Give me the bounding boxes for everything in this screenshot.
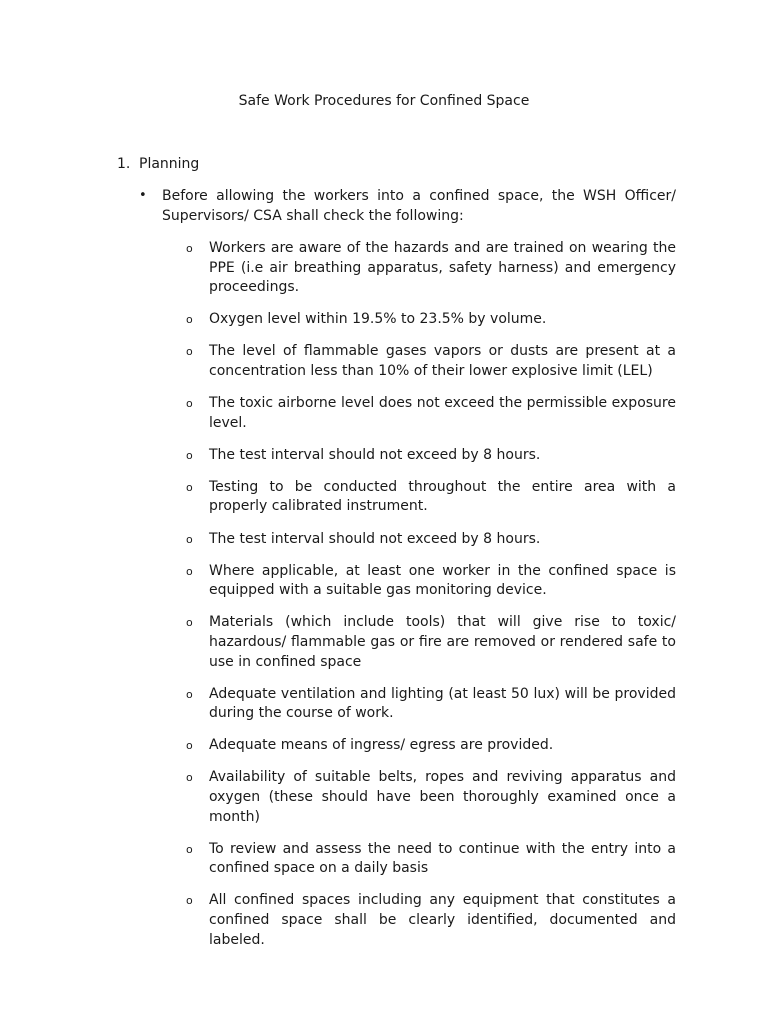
- list-item: [186, 342, 676, 381]
- list-item-text: The test interval should not exceed by 8 hours.: [209, 530, 541, 547]
- list-marker: o: [186, 397, 193, 411]
- list-item: [186, 562, 676, 601]
- list-marker: o: [186, 448, 193, 462]
- list-marker: o: [186, 345, 193, 359]
- list-item-text: Materials (which include tools) that will give rise to toxic/ hazardous/ flammable gas or fire are removed or rendered safe to use in confined space: [209, 614, 676, 670]
- list-item-text: Adequate ventilation and lighting (at least 50 lux) will be provided during the course of work.: [209, 685, 676, 722]
- list-item-text: All confined spaces including any equipment that constitutes a confined space shall be clearly identified, documented and labeled.: [209, 892, 676, 948]
- list-item: [186, 840, 676, 879]
- list-marker: o: [186, 480, 193, 494]
- document-title: Safe Work Procedures for Confined Space: [238, 93, 530, 109]
- list-marker: o: [186, 894, 193, 908]
- list-marker: o: [186, 532, 193, 546]
- list-item-text: The test interval should not exceed by 8 hours.: [209, 446, 541, 463]
- list-item-text: Where applicable, at least one worker in the confined space is equipped with a suitable gas monitoring device.: [209, 562, 676, 599]
- list-item-text: To review and assess the need to continue with the entry into a confined space on a daily basis: [209, 840, 676, 877]
- list-item: [186, 394, 676, 433]
- list-item-text: Oxygen level within 19.5% to 23.5% by volume.: [209, 311, 547, 328]
- list-item: [186, 530, 676, 550]
- bullet-marker: •: [139, 188, 147, 203]
- list-marker: o: [186, 564, 193, 578]
- list-marker: o: [186, 242, 193, 255]
- list-item-text: The level of flammable gases vapors or dusts are present at a concentration less than 10% of their lower explosive limit (LEL): [209, 343, 676, 379]
- list-item: [186, 478, 676, 517]
- list-item-text: The toxic airborne level does not exceed the permissible exposure level.: [209, 395, 676, 431]
- checklist: [186, 239, 676, 963]
- list-marker: o: [186, 313, 193, 327]
- list-item-text: Adequate means of ingress/ egress are provided.: [209, 737, 554, 754]
- list-item: [186, 239, 676, 298]
- list-marker: o: [186, 739, 193, 753]
- list-marker: o: [186, 771, 193, 785]
- section-title: Planning: [139, 156, 200, 172]
- list-item-text: Testing to be conducted throughout the entire area with a properly calibrated instrument.: [209, 478, 676, 515]
- section-number: 1.: [117, 156, 131, 172]
- section-heading: [117, 154, 199, 174]
- intro-text: Before allowing the workers into a confined space, the WSH Officer/ Supervisors/ CSA shall check the following:: [162, 188, 676, 224]
- list-item: [186, 685, 676, 724]
- list-marker: o: [186, 687, 193, 701]
- list-item-text: Availability of suitable belts, ropes and reviving apparatus and oxygen (these should have been thoroughly examined once a month): [209, 769, 676, 825]
- list-item: [186, 891, 676, 950]
- list-item: [186, 736, 676, 756]
- list-item: [186, 768, 676, 827]
- intro-bullet: [139, 186, 676, 226]
- list-marker: o: [186, 616, 193, 630]
- list-item: [186, 310, 676, 330]
- list-item: [186, 613, 676, 672]
- list-item: [186, 446, 676, 466]
- list-marker: o: [186, 842, 193, 856]
- list-item-text: Workers are aware of the hazards and are trained on wearing the PPE (i.e air breathing apparatus, safety harness) and emergency proceedings.: [209, 240, 676, 296]
